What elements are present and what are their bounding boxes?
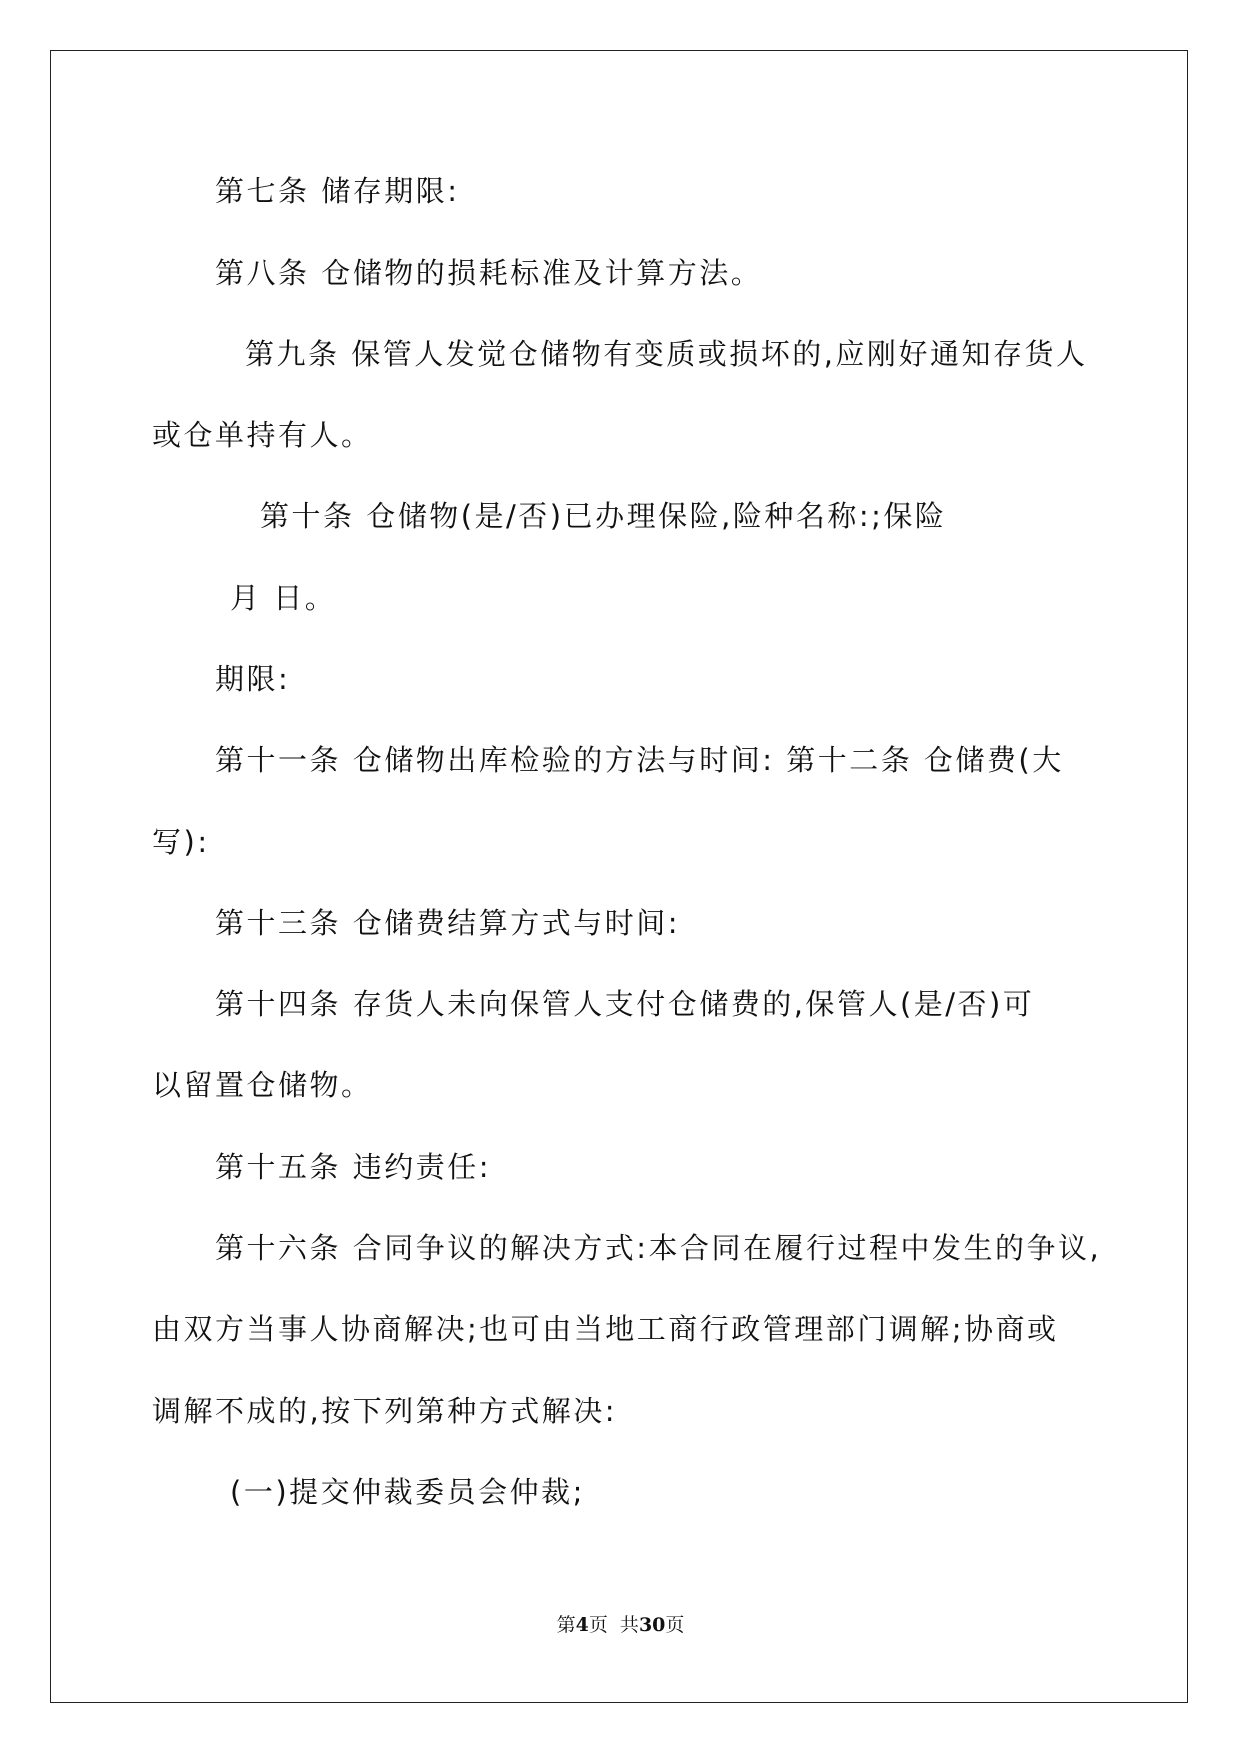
- option-1-line: (一)提交仲裁委员会仲裁;: [230, 1475, 585, 1509]
- article-15-line: 第十五条 违约责任:: [215, 1150, 491, 1184]
- article-9-line-2: 或仓单持有人。: [152, 418, 373, 452]
- article-16-line-3: 调解不成的,按下列第种方式解决:: [152, 1394, 617, 1428]
- footer-page-number: 4: [575, 1614, 589, 1636]
- footer-middle: 页 共: [588, 1614, 639, 1636]
- article-14-line-1: 第十四条 存货人未向保管人支付仓储费的,保管人(是/否)可: [215, 987, 1035, 1021]
- article-13-line: 第十三条 仓储费结算方式与时间:: [215, 906, 680, 940]
- term-line: 期限:: [215, 662, 291, 696]
- article-16-line-2: 由双方当事人协商解决;也可由当地工商行政管理部门调解;协商或: [152, 1312, 1059, 1346]
- footer-suffix: 页: [665, 1614, 685, 1636]
- article-10-line-1: 第十条 仓储物(是/否)已办理保险,险种名称:;保险: [260, 499, 947, 533]
- article-14-line-2: 以留置仓储物。: [152, 1068, 373, 1102]
- article-8-line: 第八条 仓储物的损耗标准及计算方法。: [215, 256, 763, 290]
- article-12-line-2: 写):: [152, 825, 210, 859]
- footer-total-pages: 30: [638, 1614, 666, 1636]
- article-16-line-1: 第十六条 合同争议的解决方式:本合同在履行过程中发生的争议,: [215, 1231, 1102, 1265]
- article-11-line-1: 第十一条 仓储物出库检验的方法与时间: 第十二条 仓储费(大: [215, 743, 1064, 777]
- article-9-line-1: 第九条 保管人发觉仓储物有变质或损坏的,应刚好通知存货人: [245, 337, 1088, 371]
- article-10-line-2: 月 日。: [230, 581, 337, 615]
- page-footer: [0, 1613, 1241, 1637]
- page-border: [50, 50, 1188, 1703]
- article-7-line: 第七条 储存期限:: [215, 174, 460, 208]
- footer-prefix: 第: [556, 1614, 576, 1636]
